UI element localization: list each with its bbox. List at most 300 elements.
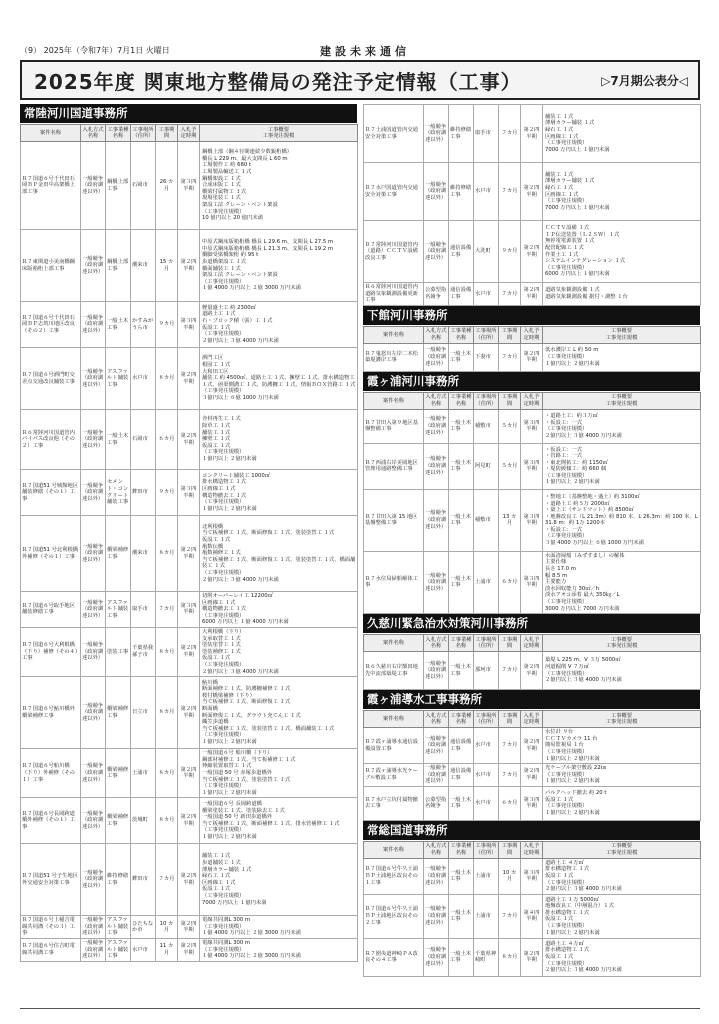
bid-method: 一般競争（政府調達以外） bbox=[424, 343, 449, 371]
bid-timing: 第２四半期 bbox=[178, 916, 200, 939]
duration: ７カ月 bbox=[499, 728, 521, 764]
overview: 一般国道６号 長岡跨道橋 橋梁塗装工 １式、塗装除去工 １式 一般国道 50 号 新田歩道橋外 当て板補修工 １式、断面補修工 １式、排水管補修工 １式 （工事発注規模） １億円以上 ２億円未満 bbox=[200, 798, 358, 844]
bid-timing: 第２四半期 bbox=[521, 764, 543, 787]
duration: ７カ月 bbox=[499, 894, 521, 938]
column-header: 工事概要 工事発注規模 bbox=[543, 841, 701, 858]
table-row bbox=[21, 302, 358, 348]
column-header: 入札予定時期 bbox=[178, 125, 200, 142]
project-name: Ｒ７水位局掃船解体工事 bbox=[364, 551, 424, 613]
column-header: 工事期間 bbox=[499, 326, 521, 343]
location: 石岡市 bbox=[131, 410, 156, 470]
duration: ８カ月 bbox=[156, 749, 178, 798]
project-name: Ｒ７国道51 号城館地区舗装修繕（その１）工事 bbox=[21, 470, 81, 516]
project-table bbox=[363, 104, 701, 306]
bid-timing: 第２四半期 bbox=[178, 844, 200, 916]
bid-timing: 第２四半期 bbox=[521, 283, 543, 306]
work-type: 一般土木工事 bbox=[449, 786, 474, 820]
column-header: 工事期間 bbox=[499, 841, 521, 858]
project-table bbox=[363, 392, 701, 614]
overview: 鋼橋上部（鋼４径間連続少数鈑桁橋） 橋長 L 229 m、最大支間長 L 60 m 工場製作工 約 680 t 工場製品輸送工 １式 鋼橋架設工 １式 合成床版工 １式 橋梁付属物工 １式 現場塗装工 １式 架設工法 クレーン・ベント架設 （工事発注規模） 10 億円以上 20 億円未満 bbox=[200, 142, 358, 230]
column-header: 工事業種名称 bbox=[449, 392, 474, 409]
bid-method: 一般競争（政府調達以外） bbox=[424, 105, 449, 163]
overview: 舗装工 １式 薄層カラー舗装 １式 縁石工 １式 区画線工 １式 （工事発注規模） 7000 万円以上 １億円未満 bbox=[543, 163, 701, 221]
table-row bbox=[21, 916, 358, 939]
table-header-row bbox=[364, 326, 701, 343]
work-type: 通信設備工事 bbox=[449, 283, 474, 306]
overview: 道路気象観測設備 １式 道路気象観測設備 据付・調整 １台 bbox=[543, 283, 701, 306]
project-name: Ｒ７国道６号住吉町電線共同溝工事 bbox=[21, 939, 81, 962]
work-type: セメント・コンクリート舗装工事 bbox=[106, 470, 131, 516]
bid-timing: 第２四半期 bbox=[178, 677, 200, 749]
project-table bbox=[20, 124, 358, 962]
overview: 一般国道６号 船川橋（下り） 鋼部材補修工 １式、当て板補修工 １式 伸縮装置取替工 １式 一般国道 50 号 赤塚歩道橋外 当て板補修工 １式、塗装塗替工 １式 （工事発注規模） １億円以上 ２億円未満 bbox=[200, 749, 358, 798]
column-header: 工事場所（住所） bbox=[474, 841, 499, 858]
overview: 北利根橋 当て板補修工 １式、断面修復工 １式、塗装塗替工 １式 仮設工 １式 亀数伝橋 亀数補修工 １式 当て板補修工 １式、断面修復工 １式、塗装塗替工 １式、橋面舗装工 １式 （工事発注規模） ２億円以上 ３億 4000 万円未満 bbox=[200, 516, 358, 592]
overview: コンクリート舗装工 1000㎡ 排水構造物工 １式 区画線工 １式 構造物撤去工 １式 （工事発注規模） １億円以上 ２億円未満 bbox=[200, 470, 358, 516]
table-row bbox=[364, 786, 701, 820]
work-type: 一般土木工事 bbox=[106, 410, 131, 470]
work-type: 通信設備工事 bbox=[449, 728, 474, 764]
work-type: 鋼橋上部工事 bbox=[106, 230, 131, 302]
bid-method: 一般競争（政府調達以外） bbox=[424, 221, 449, 283]
location: ひたちなか市 bbox=[131, 916, 156, 939]
table-header-row bbox=[364, 635, 701, 652]
location: 水戸市 bbox=[474, 163, 499, 221]
bid-method: 一般競争（政府調達以外） bbox=[81, 627, 106, 676]
column-header: 工事場所（住所） bbox=[474, 711, 499, 728]
location: 取手市 bbox=[474, 105, 499, 163]
overview: ・道路土工：約３万㎥ ・仮設工：一式 （工事発注規模） ２億円以上 ３億 4000 万円未満 bbox=[543, 409, 701, 443]
page-title: 2025年度 関東地方整備局の発注予定情報（工事） bbox=[34, 69, 522, 94]
work-type: 維持修繕工事 bbox=[449, 163, 474, 221]
table-header-row bbox=[21, 125, 358, 142]
location: 日立市 bbox=[131, 677, 156, 749]
column-header: 入札方式名称 bbox=[424, 841, 449, 858]
project-name: Ｒ７国道６号千代田石岡ＢＰ金田中高架橋上部工事 bbox=[21, 142, 81, 230]
table-row bbox=[364, 163, 701, 221]
overview: 築堤 L 225 m、V ３万 5000㎥ 河道掘削 V ７万㎥ （工事発注規模） ２億円以上 ３億 4000 万円未満 bbox=[543, 652, 701, 690]
table-row bbox=[364, 283, 701, 306]
bid-timing: 第２四半期 bbox=[521, 652, 543, 690]
column-header: 工事期間 bbox=[499, 635, 521, 652]
column-header: 工事業種名称 bbox=[449, 326, 474, 343]
location: 那珂市 bbox=[474, 652, 499, 690]
location: 阿見町 bbox=[474, 443, 499, 489]
masthead: 建設未来通信 bbox=[320, 45, 410, 58]
bid-method: 一般競争（政府調達以外） bbox=[81, 749, 106, 798]
project-name: Ｒ７国道６号千代田石岡ＢＰ志筑川地区改良（その２）工事 bbox=[21, 302, 81, 348]
table-row bbox=[21, 939, 358, 962]
work-type: 一般土木工事 bbox=[449, 343, 474, 371]
overview: 水面清掃船（みずすまし）の解体 主要仕様 長さ 17.0 m 幅 8.5 m 主要能力 淡水回収能力 30㎥／h 淡水アオコ添着 最大 350㎏／L （工事発注規模） 3000 万円以上 7000 万円未満 bbox=[543, 551, 701, 613]
location: 取手市 bbox=[131, 592, 156, 628]
work-type: 一般土木工事 bbox=[449, 551, 474, 613]
bid-method: 一般競争（政府調達以外） bbox=[424, 489, 449, 551]
work-type: アスファルト舗装工事 bbox=[106, 348, 131, 410]
table-row bbox=[21, 627, 358, 676]
work-type: 一般土木工事 bbox=[449, 858, 474, 894]
overview: 鮎川橋 断面補修工 １式、防護柵補修工 １式 桜付橋梁補修（下り） 当て板補修工 １式、断面修復工 １式 断面橋 断面修復工 １式、グラウト充てん工 １式 織笠歩道橋 当て板補修工 １式、塗装塗替工 １式、橋面舗装工 １式 （工事発注規模） １億円以上 ２億円未満 bbox=[200, 677, 358, 749]
column-header: 入札予定時期 bbox=[521, 841, 543, 858]
work-type: 一般土木工事 bbox=[449, 894, 474, 938]
table-row bbox=[21, 516, 358, 592]
column-header: 入札方式名称 bbox=[424, 392, 449, 409]
page-subtitle: ▷7月期公表分◁ bbox=[601, 73, 688, 88]
overview: 酒門工区 根固工 １式 大和田工区 舗装工 約 4500㎡、道路土工 １式、擁壁工 １式、排水構造物工 １式、函渠側溝工 １式、防護柵工 １式、情報ＢＯＸ管路工 １式 （工事発注規模） ３億円以上 ６億 1000 万円未満 bbox=[200, 348, 358, 410]
table-row bbox=[364, 489, 701, 551]
work-type: 一般土木工事 bbox=[449, 443, 474, 489]
column-header: 工事期間 bbox=[499, 711, 521, 728]
overview: 低水護岸工 L 約 50 m （工事発注規模） １億円以上 ２億円未満 bbox=[543, 343, 701, 371]
overview: 大利根橋（下り） 支承取替工 １式 塗装塗替工 １式 塗装補修工 １式 仮設工 １式 （工事発注規模） ２億円以上 ３億 4000 万円未満 bbox=[200, 627, 358, 676]
bid-method: 一般競争（政府調達以外） bbox=[424, 894, 449, 938]
column-header: 入札方式名称 bbox=[424, 635, 449, 652]
bid-timing: 第３四半期 bbox=[521, 858, 543, 894]
column-header: 入札予定時期 bbox=[521, 711, 543, 728]
column-header: 工事業種名称 bbox=[449, 841, 474, 858]
work-type: アスファルト舗装工事 bbox=[106, 916, 131, 939]
table-row bbox=[364, 858, 701, 894]
duration: ８カ月 bbox=[156, 348, 178, 410]
column-header: 工事概要 工事発注規模 bbox=[543, 326, 701, 343]
column-header: 案件名称 bbox=[364, 841, 424, 858]
work-type: 鋼橋上部工事 bbox=[106, 142, 131, 230]
project-name: Ｒ７東関道小美南橋鋼床版箱桁上部工事 bbox=[21, 230, 81, 302]
bid-method: 一般競争（政府調達以外） bbox=[81, 916, 106, 939]
work-type: 塗装工事 bbox=[106, 627, 131, 676]
overview: 道路土工 １万 5000㎥ 地盤改良工（中層混合）１式 排水構造物工 １式 仮設工 １式 （工事発注規模） １億円以上 ２億円未満 bbox=[543, 894, 701, 938]
project-name: Ｒ６常陸河川国道管内バイパス改良他（その２）工事 bbox=[21, 410, 81, 470]
bid-timing: 第２四半期 bbox=[521, 938, 543, 976]
overview: 道路土工 ４万㎥ 排水構造物工 １式 仮設工 １式 （工事発注規模） ２億円以上 ３億 4000 万円未満 bbox=[543, 938, 701, 976]
location: 土浦市 bbox=[474, 551, 499, 613]
table-row bbox=[364, 894, 701, 938]
bid-timing: 第３四半期 bbox=[521, 786, 543, 820]
bid-timing: 第２四半期 bbox=[521, 343, 543, 371]
column-header: 工事業種名称 bbox=[106, 125, 131, 142]
column-header: 入札予定時期 bbox=[521, 635, 543, 652]
overview: ・整地工（基盤整地・盛土）約 3100㎥ ・道路土工 約５万 2000㎥ ・築上工（サンドマット）約 8500㎥ ・地盤改良工（L 21.3m）約 810 本、L 26.3m：約 100 本、L 31.8 m：約 1万 1200本 ・仮設工：一式 （工事発注規模） ３億 4000 万円以上 ６億 1000 万円未満 bbox=[543, 489, 701, 551]
project-name: Ｒ６久慈川右岸額田地先中流部築堤工事 bbox=[364, 652, 424, 690]
work-type: 橋梁補修工事 bbox=[106, 749, 131, 798]
duration: ８カ月 bbox=[156, 627, 178, 676]
location: 水戸市 bbox=[474, 764, 499, 787]
column-header: 工事期間 bbox=[156, 125, 178, 142]
work-type: 通信設備工事 bbox=[449, 221, 474, 283]
work-type: 一般土木工事 bbox=[449, 409, 474, 443]
project-name: Ｒ７霞ヶ浦導水通信設備設置工事 bbox=[364, 728, 424, 764]
bid-method: 一般競争（政府調達以外） bbox=[424, 858, 449, 894]
bid-timing: 第３四半期 bbox=[178, 592, 200, 628]
work-type: 通信設備工事 bbox=[449, 764, 474, 787]
table-row bbox=[364, 105, 701, 163]
bid-method: 公募型指名競争 bbox=[424, 283, 449, 306]
bid-timing: 第２四半期 bbox=[178, 939, 200, 962]
duration: ９カ月 bbox=[156, 470, 178, 516]
right-column bbox=[363, 104, 700, 977]
duration: ６カ月 bbox=[499, 786, 521, 820]
project-name: Ｒ７霞ヶ浦導水光ケーブル敷設工事 bbox=[364, 764, 424, 787]
project-table bbox=[363, 841, 701, 977]
bid-timing: 第２四半期 bbox=[521, 728, 543, 764]
project-name: Ｒ７鬼怒川左岸二本松築堤護岸工事 bbox=[364, 343, 424, 371]
work-type: 維持修繕工事 bbox=[106, 844, 131, 916]
column-header: 案件名称 bbox=[364, 711, 424, 728]
bid-method: 公募型指名競争 bbox=[424, 786, 449, 820]
overview: ＣＣＴＶ設備 １式 ＩＰ伝送装置（Ｌ２ＳＷ）１式 無停電電源装置 １式 配管配線工 １式 作業土工 １式 システムインテグレーション １式 （工事発注規模） 6000 万円以上 １億円未満 bbox=[543, 221, 701, 283]
column-header: 工事概要 工事発注規模 bbox=[200, 125, 358, 142]
project-name: Ｒ７国道51 号子生地区外交通安全対策工事 bbox=[21, 844, 81, 916]
table-row bbox=[364, 409, 701, 443]
column-header: 案件名称 bbox=[364, 326, 424, 343]
project-name: Ｒ７国道６号大利根橋（下り）補修（その４）工事 bbox=[21, 627, 81, 676]
column-header: 工事業種名称 bbox=[449, 711, 474, 728]
work-type: 橋梁補修工事 bbox=[106, 677, 131, 749]
overview: 電線共同溝L 300 m （工事発注規模） １億 4000 万円以上 ２億 3000 万円未満 bbox=[200, 939, 358, 962]
project-name: Ｒ７国道６号長岡跨道橋外補修（その１）工事 bbox=[21, 798, 81, 844]
work-type: アスファルト舗装工事 bbox=[106, 939, 131, 962]
table-header-row bbox=[364, 711, 701, 728]
location: 水戸市 bbox=[131, 939, 156, 962]
column-header: 工事場所（住所） bbox=[474, 635, 499, 652]
table-row bbox=[21, 844, 358, 916]
bid-method: 一般競争（政府調達以外） bbox=[81, 348, 106, 410]
project-name: Ｒ７水戸国道管内交通安全対策工事 bbox=[364, 163, 424, 221]
location: 鉾田市 bbox=[131, 844, 156, 916]
work-type: 一般土木工事 bbox=[449, 652, 474, 690]
table-row bbox=[21, 410, 358, 470]
work-type: 一般土木工事 bbox=[449, 489, 474, 551]
overview: バルクヘッド撤去 約 20 t 仮設工 １式 （工事発注規模） １億円以上 ２億円未満 bbox=[543, 786, 701, 820]
table-row bbox=[21, 749, 358, 798]
duration: ５カ月 bbox=[499, 409, 521, 443]
overview: 舗装工 １式 歩道舗装工 １式 薄層カラー舗装 １式 縁石工 １式 区画線工 １式 仮設工 １式 （工事発注規模） 7000 万円以上 １億円未満 bbox=[200, 844, 358, 916]
duration: 13 カ月 bbox=[499, 489, 521, 551]
duration: 15 カ月 bbox=[156, 230, 178, 302]
bid-timing: 第３四半期 bbox=[178, 142, 200, 230]
duration: ８カ月 bbox=[156, 798, 178, 844]
bid-timing: 第２四半期 bbox=[178, 230, 200, 302]
location: 潮来市 bbox=[131, 230, 156, 302]
bid-method: 一般競争（政府調達以外） bbox=[424, 163, 449, 221]
project-name: Ｒ７国道６号上稲吉電線共同溝（その３）工事 bbox=[21, 916, 81, 939]
location: 大洗町 bbox=[474, 221, 499, 283]
location: 水戸市 bbox=[474, 283, 499, 306]
project-name: Ｒ７西浦右岸美岡地区管理用通路整備工事 bbox=[364, 443, 424, 489]
bid-timing: 第２四半期 bbox=[178, 410, 200, 470]
project-name: Ｒ７甘田入第９地区基盤整備工事 bbox=[364, 409, 424, 443]
table-header-row bbox=[364, 392, 701, 409]
overview: 光ケーブル架空敷設 22㎞ （工事発注規模） １億円以上 ２億円未満 bbox=[543, 764, 701, 787]
title-banner bbox=[20, 60, 700, 100]
project-name: Ｒ７国道６号牛久土浦ＢＰ土浦地区改良その２工事 bbox=[364, 894, 424, 938]
column-header: 案件名称 bbox=[364, 635, 424, 652]
overview: 電線共同溝L 300 m （工事発注規模） １億 4000 万円以上 ２億 3000 万円未満 bbox=[200, 916, 358, 939]
bid-method: 一般競争（政府調達以外） bbox=[81, 230, 106, 302]
duration: ８カ月 bbox=[156, 677, 178, 749]
duration: 11 カ月 bbox=[156, 939, 178, 962]
bid-method: 一般競争（政府調達以外） bbox=[81, 470, 106, 516]
project-name: Ｒ７国道６号船川橋（下り）外補修（その１）工事 bbox=[21, 749, 81, 798]
column-header: 入札方式名称 bbox=[424, 711, 449, 728]
location: 下妻市 bbox=[474, 343, 499, 371]
duration: ７カ月 bbox=[499, 105, 521, 163]
column-header: 入札方式名称 bbox=[424, 326, 449, 343]
column-header: 工事概要 工事発注規模 bbox=[543, 711, 701, 728]
duration: 26 カ月 bbox=[156, 142, 178, 230]
bid-timing: 第２四半期 bbox=[521, 105, 543, 163]
location: 土浦市 bbox=[474, 894, 499, 938]
project-name: Ｒ７圏央道神崎ＰＡ改良その４工事 bbox=[364, 938, 424, 976]
project-name: Ｒ７国道51 号北利根橋外補修（その１）工事 bbox=[21, 516, 81, 592]
left-column bbox=[20, 104, 357, 962]
bid-timing: 第３四半期 bbox=[521, 443, 543, 489]
work-type: 一般土木工事 bbox=[449, 938, 474, 976]
work-type: 橋梁補修工事 bbox=[106, 798, 131, 844]
location: 水戸市 bbox=[131, 348, 156, 410]
overview: 道路土工 ４万㎥ 排水構造物工 １式 仮設工 １式 （工事発注規模） ２億円以上 ３億 4000 万円未満 bbox=[543, 858, 701, 894]
column-header: 入札方式名称 bbox=[81, 125, 106, 142]
table-row bbox=[21, 348, 358, 410]
work-type: 維持修繕工事 bbox=[449, 105, 474, 163]
bid-method: 一般競争（政府調達以外） bbox=[81, 516, 106, 592]
location: 土浦市 bbox=[474, 858, 499, 894]
duration: ８カ月 bbox=[499, 938, 521, 976]
table-row bbox=[364, 652, 701, 690]
bid-method: 一般競争（政府調達以外） bbox=[424, 409, 449, 443]
duration: ７カ月 bbox=[499, 163, 521, 221]
project-name: Ｒ７土浦国道管内交通安全対策工事 bbox=[364, 105, 424, 163]
bid-timing: 第２四半期 bbox=[521, 221, 543, 283]
overview: 舎材再生工 １式 除草工 １式 舗装工 １式 擁壁工 １式 仮設工 １式 （工事発注規模） １億円以上 ２億円未満 bbox=[200, 410, 358, 470]
column-header: 工事場所（住所） bbox=[131, 125, 156, 142]
table-row bbox=[364, 764, 701, 787]
project-name: Ｒ７水戸立坑付属物撤去工事 bbox=[364, 786, 424, 820]
office-heading: 下館河川事務所 bbox=[363, 306, 700, 325]
location: 千葉県神崎町 bbox=[474, 938, 499, 976]
duration: ７カ月 bbox=[156, 844, 178, 916]
column-header: 入札予定時期 bbox=[521, 326, 543, 343]
bid-method: 一般競争（政府調達以外） bbox=[424, 652, 449, 690]
bid-method: 一般競争（政府調達以外） bbox=[81, 142, 106, 230]
bid-timing: 第３四半期 bbox=[521, 489, 543, 551]
table-row bbox=[364, 938, 701, 976]
table-row bbox=[21, 230, 358, 302]
work-type: 橋梁補修工事 bbox=[106, 516, 131, 592]
table-row bbox=[364, 221, 701, 283]
office-heading: 久慈川緊急治水対策河川事務所 bbox=[363, 614, 700, 633]
project-name: Ｒ７国道６号鮎川橋外橋梁補修工事 bbox=[21, 677, 81, 749]
overview: ・仮設工：一式 ・管路工：一式 ・東北開拓工：約 1150㎥ ・堤防緩傾工：約 660 個 （工事発注規模） １億円以上 ２億円未満 bbox=[543, 443, 701, 489]
duration: ７カ月 bbox=[499, 283, 521, 306]
project-name: Ｒ７国道６号取手地区舗装修繕工事 bbox=[21, 592, 81, 628]
location: 土浦市 bbox=[131, 749, 156, 798]
work-type: 一般土木工事 bbox=[106, 302, 131, 348]
location: 水戸市 bbox=[474, 728, 499, 764]
location: 茨城町 bbox=[131, 798, 156, 844]
duration: 10 カ月 bbox=[156, 916, 178, 939]
page-header bbox=[20, 45, 700, 57]
duration: ７カ月 bbox=[156, 592, 178, 628]
work-type: アスファルト舗装工事 bbox=[106, 592, 131, 628]
bid-method: 一般競争（政府調達以外） bbox=[81, 939, 106, 962]
bid-method: 一般競争（政府調達以外） bbox=[81, 592, 106, 628]
page-info: （9） 2025年（令和7年）7月1日 火曜日 bbox=[20, 46, 170, 55]
table-row bbox=[364, 343, 701, 371]
duration: ６カ月 bbox=[499, 551, 521, 613]
project-name: Ｒ７常陸河川国道管内（道路）ＣＣＴＶ設備改良工事 bbox=[364, 221, 424, 283]
overview: 切削オーバーレイ工 12200㎡ 区画線工 １式 構造物撤去工 １式 （工事発注規模） 6000 万円以上 １億 4000 万円未満 bbox=[200, 592, 358, 628]
location: 稲敷市 bbox=[474, 489, 499, 551]
column-header: 工事概要 工事発注規模 bbox=[543, 392, 701, 409]
office-heading: 常陸河川国道事務所 bbox=[20, 104, 357, 123]
duration: ７カ月 bbox=[499, 764, 521, 787]
bid-method: 一般競争（政府調達以外） bbox=[81, 798, 106, 844]
column-header: 入札予定時期 bbox=[521, 392, 543, 409]
bid-method: 一般競争（政府調達以外） bbox=[81, 844, 106, 916]
overview: 舗装工 １式 薄層カラー舗装 １式 縁石工 １式 区画線工 １式 （工事発注規模） 7000 万円以上 １億円未満 bbox=[543, 105, 701, 163]
location: 石岡市 bbox=[131, 142, 156, 230]
bid-timing: 第２四半期 bbox=[178, 516, 200, 592]
bid-timing: 第３四半期 bbox=[521, 409, 543, 443]
duration: ７カ月 bbox=[499, 343, 521, 371]
project-name: Ｒ６常陸河川国道管内道路気象観測設備更新工事 bbox=[364, 283, 424, 306]
overview: 軽量盛土工 約 2300㎥ 道路土工 １式 石・ブロック積（張）工 １式 仮設工 １式 （工事発注規模） ２億円以上 ３億 4000 万円未満 bbox=[200, 302, 358, 348]
bid-timing: 第３四半期 bbox=[521, 551, 543, 613]
duration: 10 カ月 bbox=[499, 858, 521, 894]
project-table bbox=[363, 326, 701, 372]
column-header: 案件名称 bbox=[364, 392, 424, 409]
table-row bbox=[364, 551, 701, 613]
location: 水戸市 bbox=[474, 786, 499, 820]
bid-method: 一般競争（政府調達以外） bbox=[81, 677, 106, 749]
table-row bbox=[21, 798, 358, 844]
table-row bbox=[364, 443, 701, 489]
location: 稲敷市 bbox=[474, 409, 499, 443]
bid-timing: 第２四半期 bbox=[178, 348, 200, 410]
bid-timing: 第２四半期 bbox=[178, 749, 200, 798]
bid-timing: 第４四半期 bbox=[521, 894, 543, 938]
bid-method: 一般競争（政府調達以外） bbox=[424, 764, 449, 787]
project-name: Ｒ７国道６号牛久土浦ＢＰ土浦地区改良その１工事 bbox=[364, 858, 424, 894]
table-row bbox=[21, 470, 358, 516]
duration: ８カ月 bbox=[156, 516, 178, 592]
office-heading: 霞ヶ浦導水工事事務所 bbox=[363, 690, 700, 709]
column-header: 案件名称 bbox=[21, 125, 81, 142]
duration: ６カ月 bbox=[156, 410, 178, 470]
project-name: Ｒ７国道６号酒門町交差点交通改良舗装工事 bbox=[21, 348, 81, 410]
bid-method: 一般競争（政府調達以外） bbox=[424, 938, 449, 976]
location: 潮来市 bbox=[131, 516, 156, 592]
overview: 水位計 ９台 ＣＣＴＶカメラ 11 台 簡易監視局 １台 （工事発注規模） １億円以上 ２億円未満 bbox=[543, 728, 701, 764]
column-header: 工事期間 bbox=[499, 392, 521, 409]
duration: ７カ月 bbox=[499, 652, 521, 690]
table-header-row bbox=[364, 841, 701, 858]
bid-timing: 第２四半期 bbox=[178, 798, 200, 844]
column-header: 工事場所（住所） bbox=[474, 392, 499, 409]
location: かすみがうら市 bbox=[131, 302, 156, 348]
bid-timing: 第２四半期 bbox=[178, 627, 200, 676]
project-name: Ｒ７甘田入第 15 地区基盤整備工事 bbox=[364, 489, 424, 551]
column-header: 工事場所（住所） bbox=[474, 326, 499, 343]
column-header: 工事概要 工事発注規模 bbox=[543, 635, 701, 652]
bid-method: 一般競争（政府調達以外） bbox=[424, 443, 449, 489]
office-heading: 常総国道事務所 bbox=[363, 821, 700, 840]
bid-timing: 第２四半期 bbox=[521, 163, 543, 221]
duration: ５カ月 bbox=[499, 443, 521, 489]
bid-method: 一般競争（政府調達以外） bbox=[81, 410, 106, 470]
table-row bbox=[364, 728, 701, 764]
